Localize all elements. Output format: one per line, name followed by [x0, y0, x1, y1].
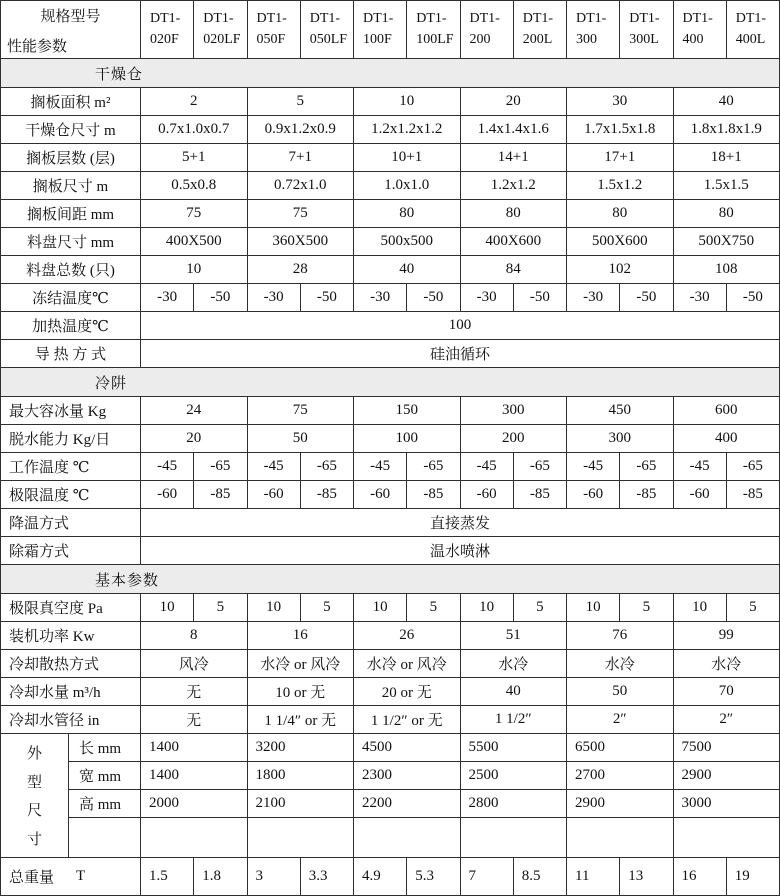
- value-cell: -50: [407, 284, 460, 312]
- model-header: [674, 1, 727, 59]
- value-cell: 10: [354, 88, 461, 116]
- value-cell: 500X600: [567, 228, 674, 256]
- value-cell: 108: [674, 256, 780, 284]
- model-header: [567, 1, 620, 59]
- model-prefix: DT1-: [310, 12, 340, 26]
- row-label-cell: [1, 200, 141, 228]
- value-cell: -50: [514, 284, 567, 312]
- value-cell: -85: [620, 481, 673, 509]
- spec-row: [1, 594, 780, 622]
- value-cell: -60: [141, 481, 194, 509]
- value-cell: 50: [248, 425, 355, 453]
- value-cell: 1 1/2″ or 无: [354, 706, 461, 734]
- value-cell: 10: [141, 256, 248, 284]
- value-cell: 3.3: [301, 858, 354, 896]
- model-suffix: 400L: [736, 33, 766, 47]
- value-cell: 2700: [567, 762, 674, 790]
- value-cell: -65: [194, 453, 247, 481]
- value-cell: 无: [141, 706, 248, 734]
- value-cell: 5: [727, 594, 780, 622]
- row-label-cell: [1, 340, 141, 368]
- value-cell: 5+1: [141, 144, 248, 172]
- dims-vertical-char: 外: [27, 742, 42, 763]
- model-suffix: 100LF: [416, 33, 453, 47]
- section-title: 干燥仓: [1, 59, 780, 88]
- value-cell: 150: [354, 397, 461, 425]
- section-row: [1, 59, 780, 88]
- value-cell: 26: [354, 622, 461, 650]
- value-cell: 10: [567, 594, 620, 622]
- value-cell: 40: [354, 256, 461, 284]
- row-label: 搁板尺寸 m: [33, 175, 108, 196]
- value-cell: -45: [461, 453, 514, 481]
- spec-row: [1, 256, 780, 284]
- section-row: [1, 368, 780, 397]
- value-cell: -65: [620, 453, 673, 481]
- value-cell: -45: [248, 453, 301, 481]
- row-label-cell: [1, 425, 141, 453]
- section-title: 冷阱: [1, 368, 780, 397]
- value-cell: 16: [674, 858, 727, 896]
- value-cell: 1 1/4″ or 无: [248, 706, 355, 734]
- value-cell: [567, 818, 674, 858]
- value-cell: 2500: [461, 762, 568, 790]
- value-cell: 40: [461, 678, 568, 706]
- model-header: [354, 1, 407, 59]
- value-cell: -85: [514, 481, 567, 509]
- spec-row: [1, 228, 780, 256]
- value-cell: -60: [248, 481, 301, 509]
- model-header: [248, 1, 301, 59]
- value-cell: 5: [248, 88, 355, 116]
- dims-vertical-char: 寸: [27, 828, 42, 849]
- value-cell: 500x500: [354, 228, 461, 256]
- value-cell: 100: [354, 425, 461, 453]
- value-cell: 0.5x0.8: [141, 172, 248, 200]
- value-cell: 1.4x1.4x1.6: [461, 116, 568, 144]
- model-suffix: 050F: [257, 33, 286, 47]
- model-prefix: DT1-: [576, 12, 606, 26]
- value-cell: 10: [461, 594, 514, 622]
- row-label-cell: [1, 706, 141, 734]
- row-label-cell: [1, 312, 141, 340]
- value-cell: 2″: [567, 706, 674, 734]
- value-cell: 200: [461, 425, 568, 453]
- row-label-cell: [1, 650, 141, 678]
- value-cell: -30: [354, 284, 407, 312]
- row-label: 工作温度 ℃: [9, 456, 90, 477]
- spec-row: [1, 144, 780, 172]
- value-cell: -30: [567, 284, 620, 312]
- value-cell: 20: [141, 425, 248, 453]
- value-cell: -45: [354, 453, 407, 481]
- value-cell: 1.5x1.5: [674, 172, 780, 200]
- section-title: 基本参数: [1, 565, 780, 594]
- row-label: 搁板层数 (层): [26, 147, 115, 168]
- value-cell: 18+1: [674, 144, 780, 172]
- value-cell: 1.7x1.5x1.8: [567, 116, 674, 144]
- model-prefix: DT1-: [416, 12, 446, 26]
- value-cell: 温水喷淋: [141, 537, 780, 565]
- value-cell: 400X500: [141, 228, 248, 256]
- value-cell: 1.8: [194, 858, 247, 896]
- spec-row: [1, 509, 780, 537]
- spec-row: [1, 678, 780, 706]
- value-cell: 1.0x1.0: [354, 172, 461, 200]
- model-header: [514, 1, 567, 59]
- value-cell: 84: [461, 256, 568, 284]
- value-cell: 5: [514, 594, 567, 622]
- model-prefix: DT1-: [683, 12, 713, 26]
- model-suffix: 020F: [150, 33, 179, 47]
- row-unit: T: [76, 868, 85, 885]
- value-cell: 300: [567, 425, 674, 453]
- model-suffix: 050LF: [310, 33, 347, 47]
- value-cell: 28: [248, 256, 355, 284]
- dim-axis-label: 宽 mm: [69, 762, 141, 790]
- dim-axis-label: [69, 818, 141, 858]
- row-label-cell: [1, 537, 141, 565]
- value-cell: 75: [248, 200, 355, 228]
- row-label: 总重量: [9, 866, 54, 887]
- value-cell: 10: [141, 594, 194, 622]
- spec-row: [1, 340, 780, 368]
- value-cell: 13: [620, 858, 673, 896]
- row-label: 搁板间距 mm: [27, 203, 114, 224]
- model-suffix: 020LF: [203, 33, 240, 47]
- value-cell: 100: [141, 312, 780, 340]
- spec-row: [1, 858, 780, 896]
- value-cell: -65: [301, 453, 354, 481]
- value-cell: 300: [461, 397, 568, 425]
- value-cell: -65: [514, 453, 567, 481]
- value-cell: 19: [727, 858, 780, 896]
- value-cell: -50: [194, 284, 247, 312]
- value-cell: -45: [141, 453, 194, 481]
- value-cell: 10 or 无: [248, 678, 355, 706]
- value-cell: 16: [248, 622, 355, 650]
- value-cell: 1 1/2″: [461, 706, 568, 734]
- model-prefix: DT1-: [736, 12, 766, 26]
- value-cell: [354, 818, 461, 858]
- value-cell: 99: [674, 622, 780, 650]
- value-cell: -30: [248, 284, 301, 312]
- row-label: 极限真空度 Pa: [9, 597, 103, 618]
- row-label: 加热温度℃: [32, 315, 109, 336]
- spec-row: [1, 650, 780, 678]
- value-cell: 70: [674, 678, 780, 706]
- spec-row: [1, 622, 780, 650]
- dim-axis-label: 高 mm: [69, 790, 141, 818]
- spec-row: [1, 481, 780, 509]
- value-cell: 24: [141, 397, 248, 425]
- dims-block: [1, 734, 780, 858]
- value-cell: [141, 818, 248, 858]
- spec-row: [1, 453, 780, 481]
- row-label: 装机功率 Kw: [9, 625, 94, 646]
- model-prefix: DT1-: [470, 12, 500, 26]
- value-cell: -65: [407, 453, 460, 481]
- row-label: 料盘总数 (只): [26, 259, 115, 280]
- value-cell: -45: [674, 453, 727, 481]
- row-label-cell: [1, 509, 141, 537]
- model-suffix: 300L: [629, 33, 659, 47]
- value-cell: 3000: [674, 790, 780, 818]
- row-label-cell: [1, 284, 141, 312]
- value-cell: 3: [248, 858, 301, 896]
- value-cell: 0.7x1.0x0.7: [141, 116, 248, 144]
- spec-row: [1, 397, 780, 425]
- value-cell: 76: [567, 622, 674, 650]
- value-cell: -60: [567, 481, 620, 509]
- value-cell: 30: [567, 88, 674, 116]
- model-header: [194, 1, 247, 59]
- value-cell: 50: [567, 678, 674, 706]
- value-cell: 51: [461, 622, 568, 650]
- value-cell: 风冷: [141, 650, 248, 678]
- value-cell: 102: [567, 256, 674, 284]
- row-label-cell: [1, 256, 141, 284]
- row-label: 冷却水管径 in: [9, 709, 99, 730]
- corner-title-top: 规格型号: [1, 5, 140, 26]
- value-cell: 80: [674, 200, 780, 228]
- value-cell: 2300: [354, 762, 461, 790]
- value-cell: 360X500: [248, 228, 355, 256]
- corner-title-bottom: 性能参数: [1, 35, 140, 56]
- value-cell: -60: [354, 481, 407, 509]
- section-row: [1, 565, 780, 594]
- dims-vertical-char: 尺: [27, 799, 42, 820]
- model-header: [301, 1, 354, 59]
- spec-row: [1, 706, 780, 734]
- model-prefix: DT1-: [363, 12, 393, 26]
- row-label: 脱水能力 Kg/日: [9, 428, 110, 449]
- model-suffix: 300: [576, 33, 597, 47]
- spec-row: [1, 88, 780, 116]
- value-cell: 80: [354, 200, 461, 228]
- model-header: [141, 1, 194, 59]
- value-cell: 7: [461, 858, 514, 896]
- header-row: [1, 1, 780, 59]
- value-cell: [674, 818, 780, 858]
- row-label: 降温方式: [9, 512, 69, 533]
- dims-vertical-label: [1, 734, 69, 858]
- value-cell: 20: [461, 88, 568, 116]
- corner-cell: [1, 1, 141, 59]
- value-cell: 1.5: [141, 858, 194, 896]
- value-cell: 水冷: [461, 650, 568, 678]
- value-cell: 80: [567, 200, 674, 228]
- row-label: 干燥仓尺寸 m: [25, 119, 115, 140]
- value-cell: 2900: [674, 762, 780, 790]
- value-cell: 10+1: [354, 144, 461, 172]
- model-header: [620, 1, 673, 59]
- model-header: [461, 1, 514, 59]
- model-header: [727, 1, 780, 59]
- value-cell: 水冷 or 风冷: [248, 650, 355, 678]
- row-label-cell: [1, 228, 141, 256]
- value-cell: 2: [141, 88, 248, 116]
- model-suffix: 200: [470, 33, 491, 47]
- spec-row: [1, 312, 780, 340]
- value-cell: 6500: [567, 734, 674, 762]
- value-cell: 500X750: [674, 228, 780, 256]
- spec-row: [1, 425, 780, 453]
- value-cell: -30: [141, 284, 194, 312]
- value-cell: 75: [141, 200, 248, 228]
- value-cell: 水冷 or 风冷: [354, 650, 461, 678]
- value-cell: 10: [354, 594, 407, 622]
- value-cell: 水冷: [567, 650, 674, 678]
- value-cell: 2000: [141, 790, 248, 818]
- value-cell: 直接蒸发: [141, 509, 780, 537]
- value-cell: -85: [407, 481, 460, 509]
- model-suffix: 100F: [363, 33, 392, 47]
- value-cell: -85: [301, 481, 354, 509]
- value-cell: -30: [674, 284, 727, 312]
- value-cell: -50: [727, 284, 780, 312]
- row-label-cell: [1, 172, 141, 200]
- spec-row: [1, 284, 780, 312]
- row-label: 极限温度 ℃: [9, 484, 90, 505]
- value-cell: 5: [620, 594, 673, 622]
- value-cell: 2″: [674, 706, 780, 734]
- model-suffix: 200L: [523, 33, 553, 47]
- dim-axis-label: 长 mm: [69, 734, 141, 762]
- value-cell: 5: [194, 594, 247, 622]
- value-cell: 400: [674, 425, 780, 453]
- value-cell: 17+1: [567, 144, 674, 172]
- value-cell: 7+1: [248, 144, 355, 172]
- value-cell: 1.2x1.2: [461, 172, 568, 200]
- row-label-cell: [1, 453, 141, 481]
- value-cell: 10: [248, 594, 301, 622]
- value-cell: 硅油循环: [141, 340, 780, 368]
- value-cell: -30: [461, 284, 514, 312]
- value-cell: 1400: [141, 762, 248, 790]
- spec-row: [1, 537, 780, 565]
- model-prefix: DT1-: [150, 12, 180, 26]
- value-cell: -45: [567, 453, 620, 481]
- value-cell: 400X600: [461, 228, 568, 256]
- value-cell: -85: [727, 481, 780, 509]
- value-cell: -60: [674, 481, 727, 509]
- row-label: 冻结温度℃: [32, 287, 109, 308]
- value-cell: 10: [674, 594, 727, 622]
- value-cell: 无: [141, 678, 248, 706]
- row-label-cell: [1, 116, 141, 144]
- value-cell: 水冷: [674, 650, 780, 678]
- value-cell: 7500: [674, 734, 780, 762]
- row-label: 除霜方式: [9, 540, 69, 561]
- value-cell: 11: [567, 858, 620, 896]
- row-label: 冷却散热方式: [9, 653, 99, 674]
- row-label-cell: [1, 678, 141, 706]
- value-cell: 80: [461, 200, 568, 228]
- value-cell: 2900: [567, 790, 674, 818]
- value-cell: 14+1: [461, 144, 568, 172]
- model-header: [407, 1, 460, 59]
- row-label-cell: [1, 397, 141, 425]
- row-label: 导 热 方 式: [35, 343, 106, 364]
- row-label: 冷却水量 m³/h: [9, 681, 101, 702]
- value-cell: 1.8x1.8x1.9: [674, 116, 780, 144]
- value-cell: 4500: [354, 734, 461, 762]
- value-cell: 8: [141, 622, 248, 650]
- row-label: 最大容冰量 Kg: [9, 400, 106, 421]
- value-cell: -85: [194, 481, 247, 509]
- value-cell: -50: [620, 284, 673, 312]
- value-cell: -60: [461, 481, 514, 509]
- value-cell: 450: [567, 397, 674, 425]
- model-suffix: 400: [683, 33, 704, 47]
- value-cell: 1400: [141, 734, 248, 762]
- value-cell: -65: [727, 453, 780, 481]
- row-label: 搁板面积 m²: [31, 91, 111, 112]
- value-cell: 2200: [354, 790, 461, 818]
- row-label: 料盘尺寸 mm: [27, 231, 114, 252]
- value-cell: [248, 818, 355, 858]
- spec-row: [1, 116, 780, 144]
- row-label-cell: [1, 88, 141, 116]
- value-cell: 5: [407, 594, 460, 622]
- value-cell: 5: [301, 594, 354, 622]
- spec-row: [1, 200, 780, 228]
- spec-row: [1, 172, 780, 200]
- value-cell: 1800: [248, 762, 355, 790]
- value-cell: 3200: [248, 734, 355, 762]
- value-cell: 20 or 无: [354, 678, 461, 706]
- value-cell: [461, 818, 568, 858]
- value-cell: 40: [674, 88, 780, 116]
- row-label-cell: [1, 144, 141, 172]
- value-cell: 2100: [248, 790, 355, 818]
- row-label-cell: [1, 594, 141, 622]
- value-cell: 0.72x1.0: [248, 172, 355, 200]
- row-label-cell: [1, 481, 141, 509]
- dims-vertical-char: 型: [27, 771, 42, 792]
- value-cell: 5.3: [407, 858, 460, 896]
- value-cell: -50: [301, 284, 354, 312]
- value-cell: 0.9x1.2x0.9: [248, 116, 355, 144]
- value-cell: 600: [674, 397, 780, 425]
- row-label-cell: [1, 622, 141, 650]
- value-cell: 8.5: [514, 858, 567, 896]
- model-prefix: DT1-: [203, 12, 233, 26]
- model-prefix: DT1-: [523, 12, 553, 26]
- model-prefix: DT1-: [629, 12, 659, 26]
- value-cell: 4.9: [354, 858, 407, 896]
- row-label-cell: [1, 858, 141, 896]
- value-cell: 5500: [461, 734, 568, 762]
- value-cell: 2800: [461, 790, 568, 818]
- value-cell: 75: [248, 397, 355, 425]
- model-prefix: DT1-: [257, 12, 287, 26]
- value-cell: 1.2x1.2x1.2: [354, 116, 461, 144]
- value-cell: 1.5x1.2: [567, 172, 674, 200]
